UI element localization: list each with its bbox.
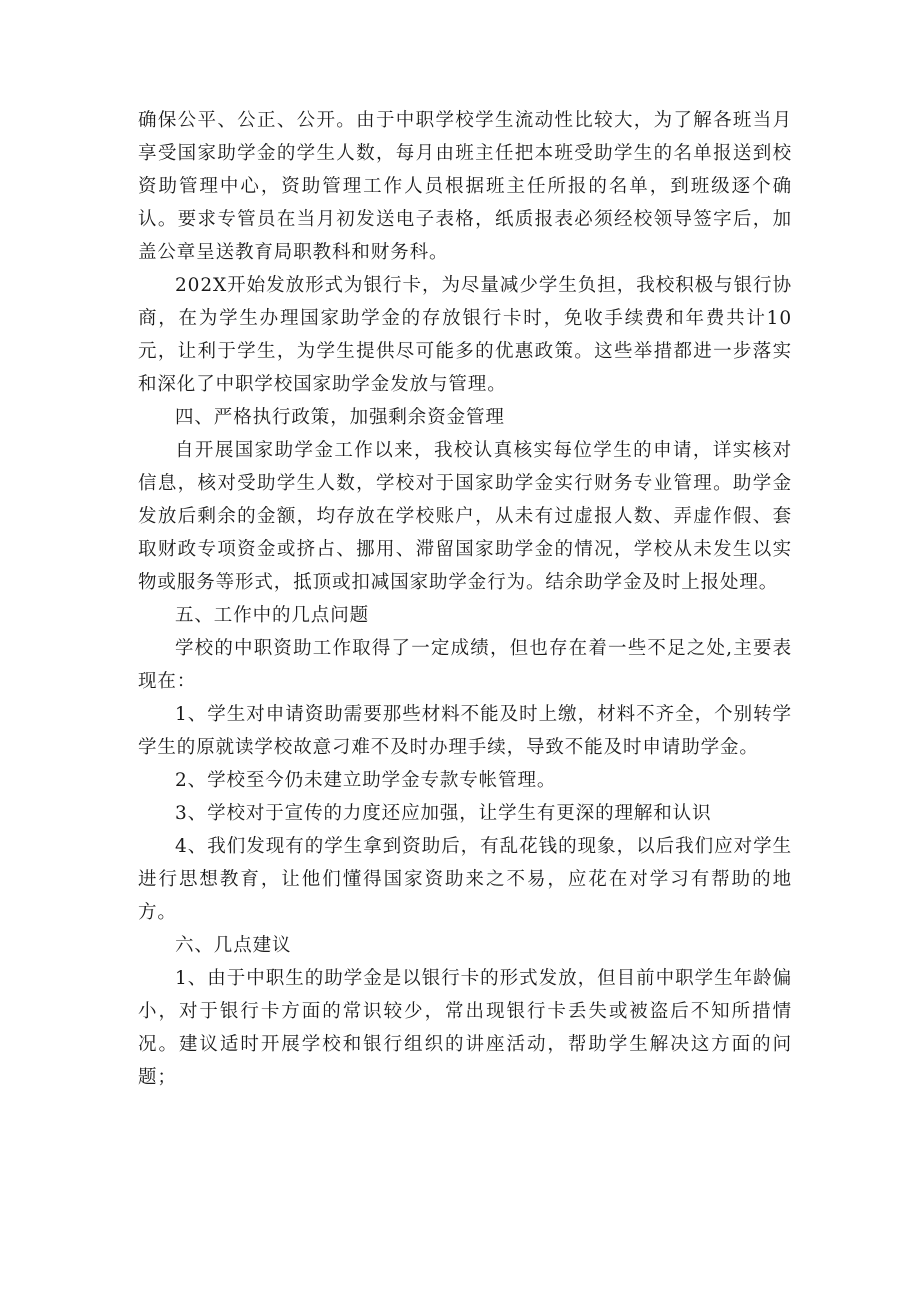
list-item-problem-1: 1、学生对申请资助需要那些材料不能及时上缴，材料不齐全，个别转学学生的原就读学校故意刁难不及时办理手续，导致不能及时申请助学金。 [138, 704, 792, 758]
paragraph-shortcomings-intro: 学校的中职资助工作取得了一定成绩，但也存在着一些不足之处,主要表现在： [138, 638, 792, 692]
paragraph-fund-management: 自开展国家助学金工作以来，我校认真核实每位学生的申请，详实核对信息，核对受助学生人数，学校对于国家助学金实行财务专业管理。助学金发放后剩余的金额，均存放在学校账户，从未有过虚报人数、弄虚作假、套取财政专项资金或挤占、挪用、滞留国家助学金的情况，学校从未发生以实物或服务等形式，抵顶或扣减国家助学金行为。结余助学金及时上报处理。 [138, 440, 792, 593]
list-item-problem-2: 2、学校至今仍未建立助学金专款专帐管理。 [175, 770, 557, 791]
paragraph-fairness: 确保公平、公正、公开。由于中职学校学生流动性比较大，为了解各班当月享受国家助学金的学生人数，每月由班主任把本班受助学生的名单报送到校资助管理中心，资助管理工作人员根据班主任所报的名单，到班级逐个确认。要求专管员在当月初发送电子表格，纸质报表必须经校领导签字后，加盖公章呈送教育局职教科和财务科。 [138, 110, 792, 263]
paragraph-bank-card: 202X开始发放形式为银行卡，为尽量减少学生负担，我校积极与银行协商，在为学生办理国家助学金的存放银行卡时，免收手续费和年费共计10元，让利于学生，为学生提供尽可能多的优惠政策。这些举措都进一步落实和深化了中职学校国家助学金发放与管理。 [138, 275, 792, 395]
list-item-problem-3: 3、学校对于宣传的力度还应加强，让学生有更深的理解和认识 [175, 803, 712, 824]
list-item-problem-4: 4、我们发现有的学生拿到资助后，有乱花钱的现象，以后我们应对学生进行思想教育，让他们懂得国家资助来之不易，应花在对学习有帮助的地方。 [138, 836, 792, 923]
document-page [138, 104, 792, 1094]
section-heading-4: 四、严格执行政策，加强剩余资金管理 [175, 407, 505, 428]
section-heading-5: 五、工作中的几点问题 [175, 605, 370, 626]
section-heading-6: 六、几点建议 [175, 935, 292, 956]
list-item-suggestion-1: 1、由于中职生的助学金是以银行卡的形式发放，但目前中职学生年龄偏小，对于银行卡方面的常识较少，常出现银行卡丢失或被盗后不知所措情况。建议适时开展学校和银行组织的讲座活动，帮助学生解决这方面的问题； [138, 968, 792, 1088]
